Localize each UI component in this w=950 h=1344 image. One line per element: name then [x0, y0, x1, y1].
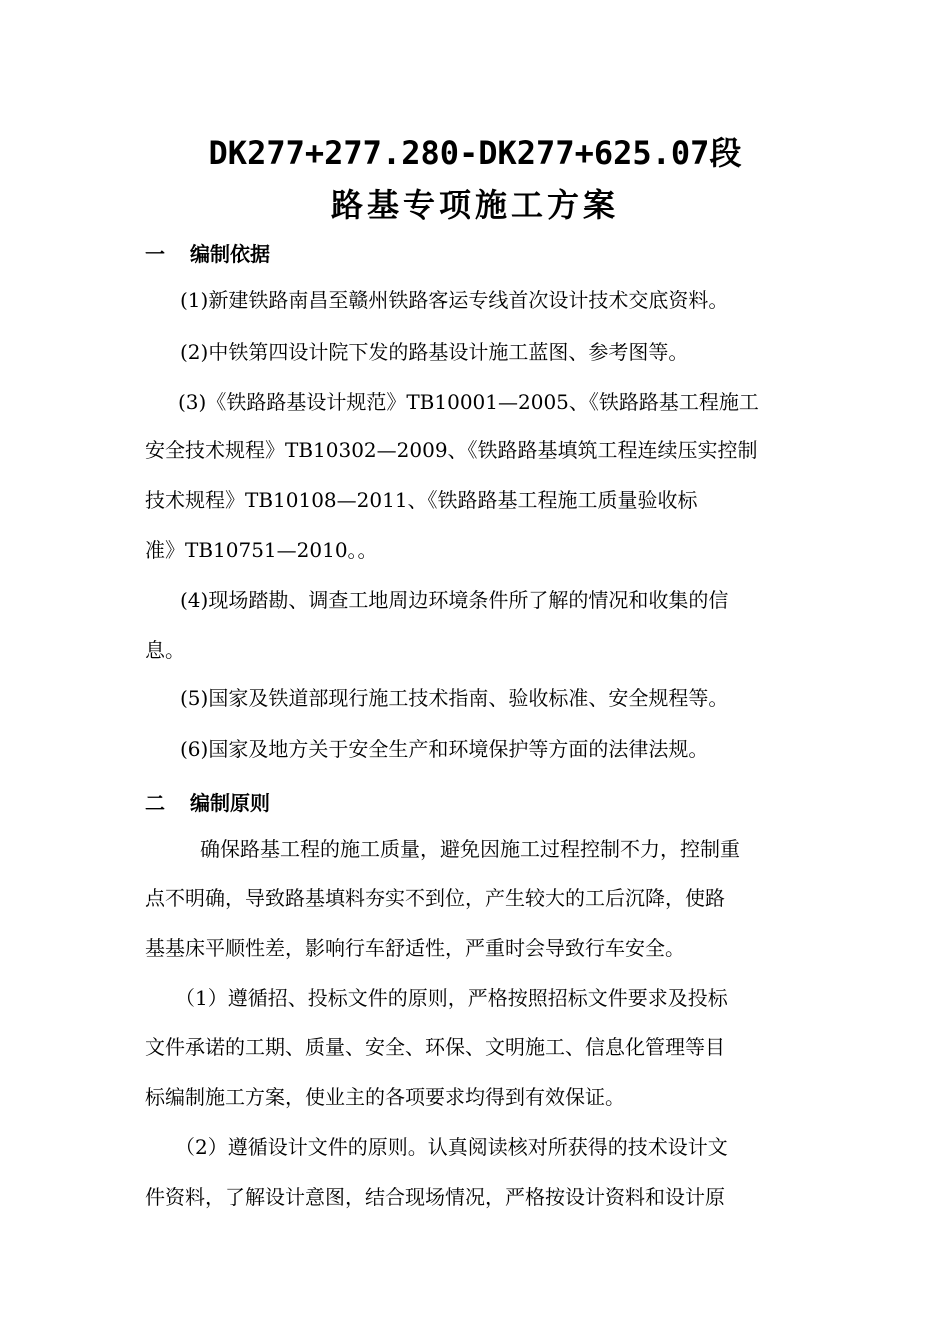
paragraph-line: （2）遵循设计文件的原则。认真阅读核对所获得的技术设计文: [175, 1135, 728, 1159]
paragraph-line: 基基床平顺性差，影响行车舒适性，严重时会导致行车安全。: [145, 936, 685, 960]
section-1-heading: [145, 238, 270, 267]
paragraph-line: (1)新建铁路南昌至赣州铁路客运专线首次设计技术交底资料。: [180, 288, 729, 312]
paragraph-line: 准》TB10751—2010。。: [145, 538, 378, 562]
paragraph-line: 安全技术规程》TB10302—2009、《铁路路基填筑工程连续压实控制: [145, 438, 758, 462]
paragraph-line: (5)国家及铁道部现行施工技术指南、验收标准、安全规程等。: [180, 686, 729, 710]
paragraph-line: 点不明确，导致路基填料夯实不到位，产生较大的工后沉降，使路: [145, 886, 725, 910]
paragraph-line: (4)现场踏勘、调查工地周边环境条件所了解的情况和收集的信: [180, 588, 729, 612]
paragraph-line: 件资料，了解设计意图，结合现场情况，严格按设计资料和设计原: [145, 1185, 725, 1209]
section-1-title: 编制依据: [190, 242, 270, 266]
section-2-heading: [145, 787, 270, 816]
paragraph-line: (6)国家及地方关于安全生产和环境保护等方面的法律法规。: [180, 737, 709, 761]
paragraph-line: 确保路基工程的施工质量，避免因施工过程控制不力，控制重: [200, 837, 740, 861]
document-title-line-2: 路基专项施工方案: [330, 186, 619, 224]
paragraph-line: (2)中铁第四设计院下发的路基设计施工蓝图、参考图等。: [180, 340, 689, 364]
paragraph-line: 技术规程》TB10108—2011、《铁路路基工程施工质量验收标: [145, 488, 698, 512]
section-2-number: 二: [145, 791, 165, 815]
paragraph-line: 标编制施工方案，使业主的各项要求均得到有效保证。: [145, 1085, 625, 1109]
paragraph-line: (3)《铁路路基设计规范》TB10001—2005、《铁路路基工程施工: [178, 390, 759, 414]
section-1-number: 一: [145, 242, 165, 266]
document-title-line-1: DK277+277.280-DK277+625.07段: [208, 134, 742, 172]
section-2-title: 编制原则: [190, 791, 270, 815]
paragraph-line: （1）遵循招、投标文件的原则，严格按照招标文件要求及投标: [175, 986, 728, 1010]
paragraph-line: 文件承诺的工期、质量、安全、环保、文明施工、信息化管理等目: [145, 1035, 725, 1059]
paragraph-line: 息。: [145, 638, 185, 662]
